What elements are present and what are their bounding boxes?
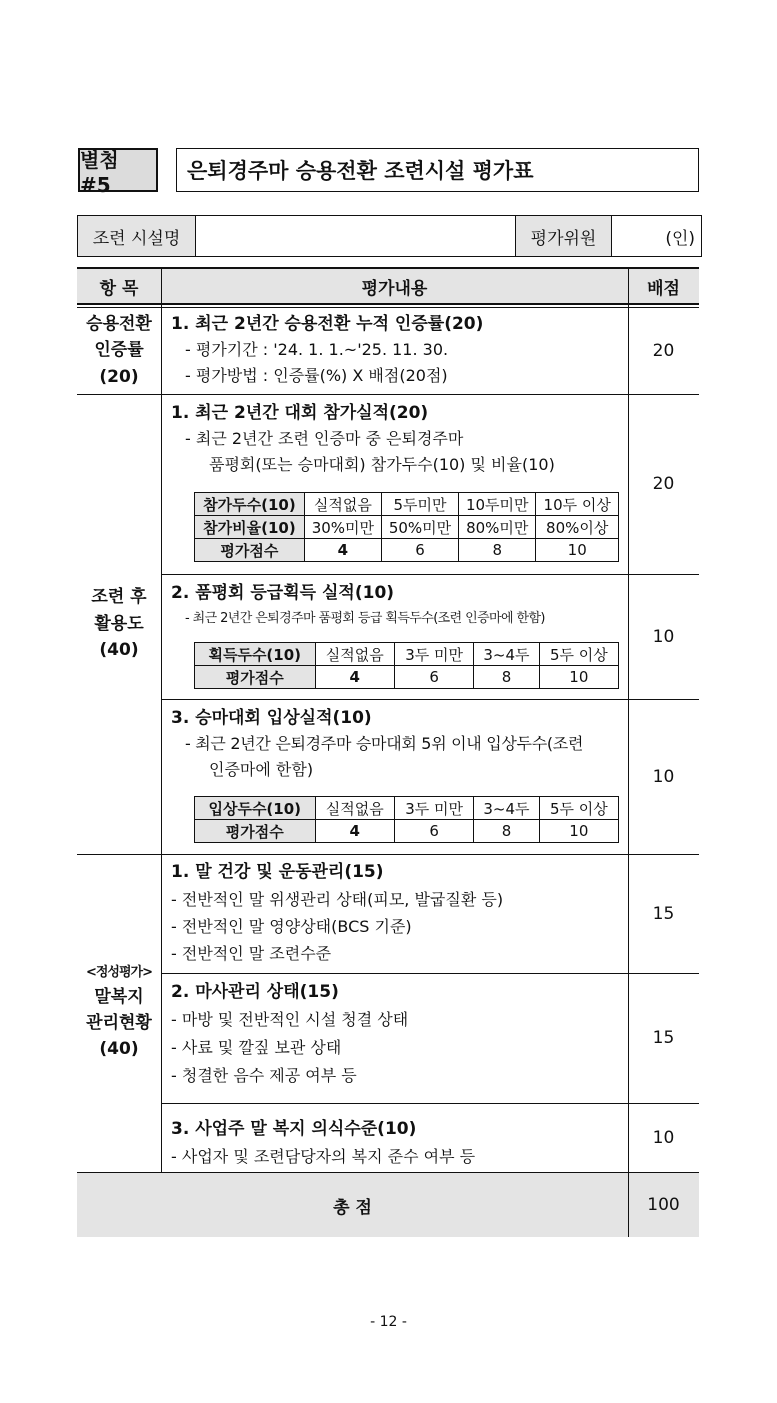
- col-item-header: 항 목: [99, 279, 139, 299]
- info-row: [77, 215, 702, 257]
- category-label: 관리현황: [86, 1012, 152, 1033]
- table-row: [195, 516, 619, 539]
- category-label: <정성평가>: [85, 965, 153, 981]
- section-owner-awareness: [171, 1115, 621, 1171]
- score-cell: 10: [652, 766, 675, 787]
- facility-value: [196, 216, 516, 256]
- page-number: - 12 -: [370, 1314, 407, 1330]
- table-cell: 80%미만: [459, 516, 536, 539]
- col-content-header: 평가내용: [361, 279, 428, 299]
- category-label: 인증률(20): [94, 340, 144, 387]
- page-title: 은퇴경주마 승용전환 조련시설 평가표: [176, 148, 699, 192]
- table-cell: 6: [381, 539, 458, 562]
- table-cell: 8: [474, 820, 539, 843]
- section-title: 1. 최근 2년간 대회 참가실적(20): [171, 403, 429, 423]
- score-cell: 15: [652, 1028, 675, 1048]
- table-cell: 10두미만: [459, 493, 536, 516]
- category-label: (40): [99, 1039, 139, 1060]
- table-cell: 5두 이상: [539, 643, 618, 666]
- score-cell: 20: [652, 340, 675, 361]
- table-cell: 3~4두: [474, 797, 539, 820]
- category-post-training-use: [77, 394, 161, 854]
- section-title: 3. 승마대회 입상실적(10): [171, 708, 372, 728]
- total-score: 100: [647, 1195, 680, 1215]
- section-line: - 청결한 음수 제공 여부 등: [171, 1066, 357, 1085]
- table-cell: 입상두수(10): [195, 797, 316, 820]
- table-cell: 참가두수(10): [195, 493, 305, 516]
- section-conversion-rate: [171, 311, 621, 389]
- table-cell: 실적없음: [304, 493, 381, 516]
- section-line: - 사료 및 깔짚 보관 상태: [171, 1038, 342, 1057]
- table-cell: 6: [394, 820, 473, 843]
- section-line: - 최근 2년간 조련 인증마 중 은퇴경주마: [185, 429, 464, 448]
- table-cell: 8: [459, 539, 536, 562]
- evaluation-table: [77, 267, 699, 1237]
- section-title: 3. 사업주 말 복지 의식수준(10): [171, 1119, 417, 1139]
- section-line: - 평가기간 : '24. 1. 1.~'25. 11. 30.: [185, 340, 449, 359]
- section-line: - 평가방법 : 인증률(%) X 배점(20점): [185, 366, 448, 385]
- table-cell: 50%미만: [381, 516, 458, 539]
- table-row: [195, 643, 619, 666]
- table-cell: 10: [536, 539, 619, 562]
- section-stable-management: [171, 978, 621, 1090]
- section-line: - 최근 2년간 은퇴경주마 승마대회 5위 이내 입상두수(조련: [185, 734, 584, 753]
- category-label: (40): [99, 640, 139, 661]
- facility-label: 조련 시설명: [78, 216, 196, 256]
- table-row: [195, 493, 619, 516]
- score-cell: 20: [652, 474, 675, 494]
- table-cell: 3두 미만: [394, 797, 473, 820]
- table-cell: 10: [539, 666, 618, 689]
- evaluator-label: 평가위원: [516, 216, 612, 256]
- section-show-grade: [171, 580, 621, 632]
- table-cell: 획득두수(10): [195, 643, 316, 666]
- score-cell: 10: [652, 626, 675, 647]
- category-conversion-rate: [77, 307, 161, 394]
- score-cell: 15: [652, 903, 675, 924]
- table-cell: 평가점수: [195, 539, 305, 562]
- score-cell: 10: [652, 1127, 675, 1148]
- table-cell: 5두미만: [381, 493, 458, 516]
- section-line: - 사업자 및 조련담당자의 복지 준수 여부 등: [171, 1147, 476, 1166]
- table-row: [195, 797, 619, 820]
- category-label: 승용전환: [86, 313, 152, 334]
- table-row: [195, 820, 619, 843]
- section-title: 1. 말 건강 및 운동관리(15): [171, 862, 384, 882]
- table-cell: 4: [315, 666, 394, 689]
- evaluator-signature: (인): [665, 228, 695, 249]
- table-cell: 실적없음: [315, 797, 394, 820]
- category-label: 활용도: [94, 613, 144, 634]
- table-cell: 실적없음: [315, 643, 394, 666]
- criteria-table: [194, 796, 619, 843]
- category-welfare-management: [77, 854, 161, 1172]
- section-line: 인증마에 한함): [209, 760, 314, 779]
- table-cell: 4: [304, 539, 381, 562]
- table-cell: 10두 이상: [536, 493, 619, 516]
- section-competition-participation: [171, 400, 621, 478]
- criteria-table: [194, 492, 619, 562]
- category-label: 말복지: [94, 986, 144, 1007]
- table-cell: 평가점수: [195, 666, 316, 689]
- table-cell: 5두 이상: [539, 797, 618, 820]
- criteria-table: [194, 642, 619, 689]
- section-line: - 전반적인 말 위생관리 상태(피모, 발굽질환 등): [171, 890, 504, 909]
- table-cell: 3두 미만: [394, 643, 473, 666]
- table-row: [195, 666, 619, 689]
- total-label: 총 점: [333, 1197, 372, 1218]
- section-competition-awards: [171, 705, 621, 783]
- table-cell: 8: [474, 666, 539, 689]
- section-line: - 마방 및 전반적인 시설 청결 상태: [171, 1010, 409, 1029]
- section-title: 1. 최근 2년간 승용전환 누적 인증률(20): [171, 314, 484, 334]
- section-line: - 전반적인 말 조련수준: [171, 944, 332, 963]
- section-health-exercise: [171, 859, 621, 967]
- table-cell: 30%미만: [304, 516, 381, 539]
- col-score-header: 배점: [647, 279, 680, 299]
- table-cell: 4: [315, 820, 394, 843]
- section-title: 2. 품평회 등급획득 실적(10): [171, 583, 395, 603]
- section-line: - 전반적인 말 영양상태(BCS 기준): [171, 917, 412, 936]
- table-cell: 평가점수: [195, 820, 316, 843]
- section-line: - 최근 2년간 은퇴경주마 품평회 등급 획득두수(조련 인증마에 한함): [185, 611, 545, 626]
- table-cell: 80%이상: [536, 516, 619, 539]
- table-cell: 6: [394, 666, 473, 689]
- table-cell: 3~4두: [474, 643, 539, 666]
- table-cell: 참가비율(10): [195, 516, 305, 539]
- category-label: 조련 후: [91, 587, 147, 608]
- section-line: 품평회(또는 승마대회) 참가두수(10) 및 비율(10): [209, 455, 555, 474]
- section-title: 2. 마사관리 상태(15): [171, 982, 339, 1002]
- appendix-tag: 별첨 #5: [78, 148, 158, 192]
- table-cell: 10: [539, 820, 618, 843]
- table-row: [195, 539, 619, 562]
